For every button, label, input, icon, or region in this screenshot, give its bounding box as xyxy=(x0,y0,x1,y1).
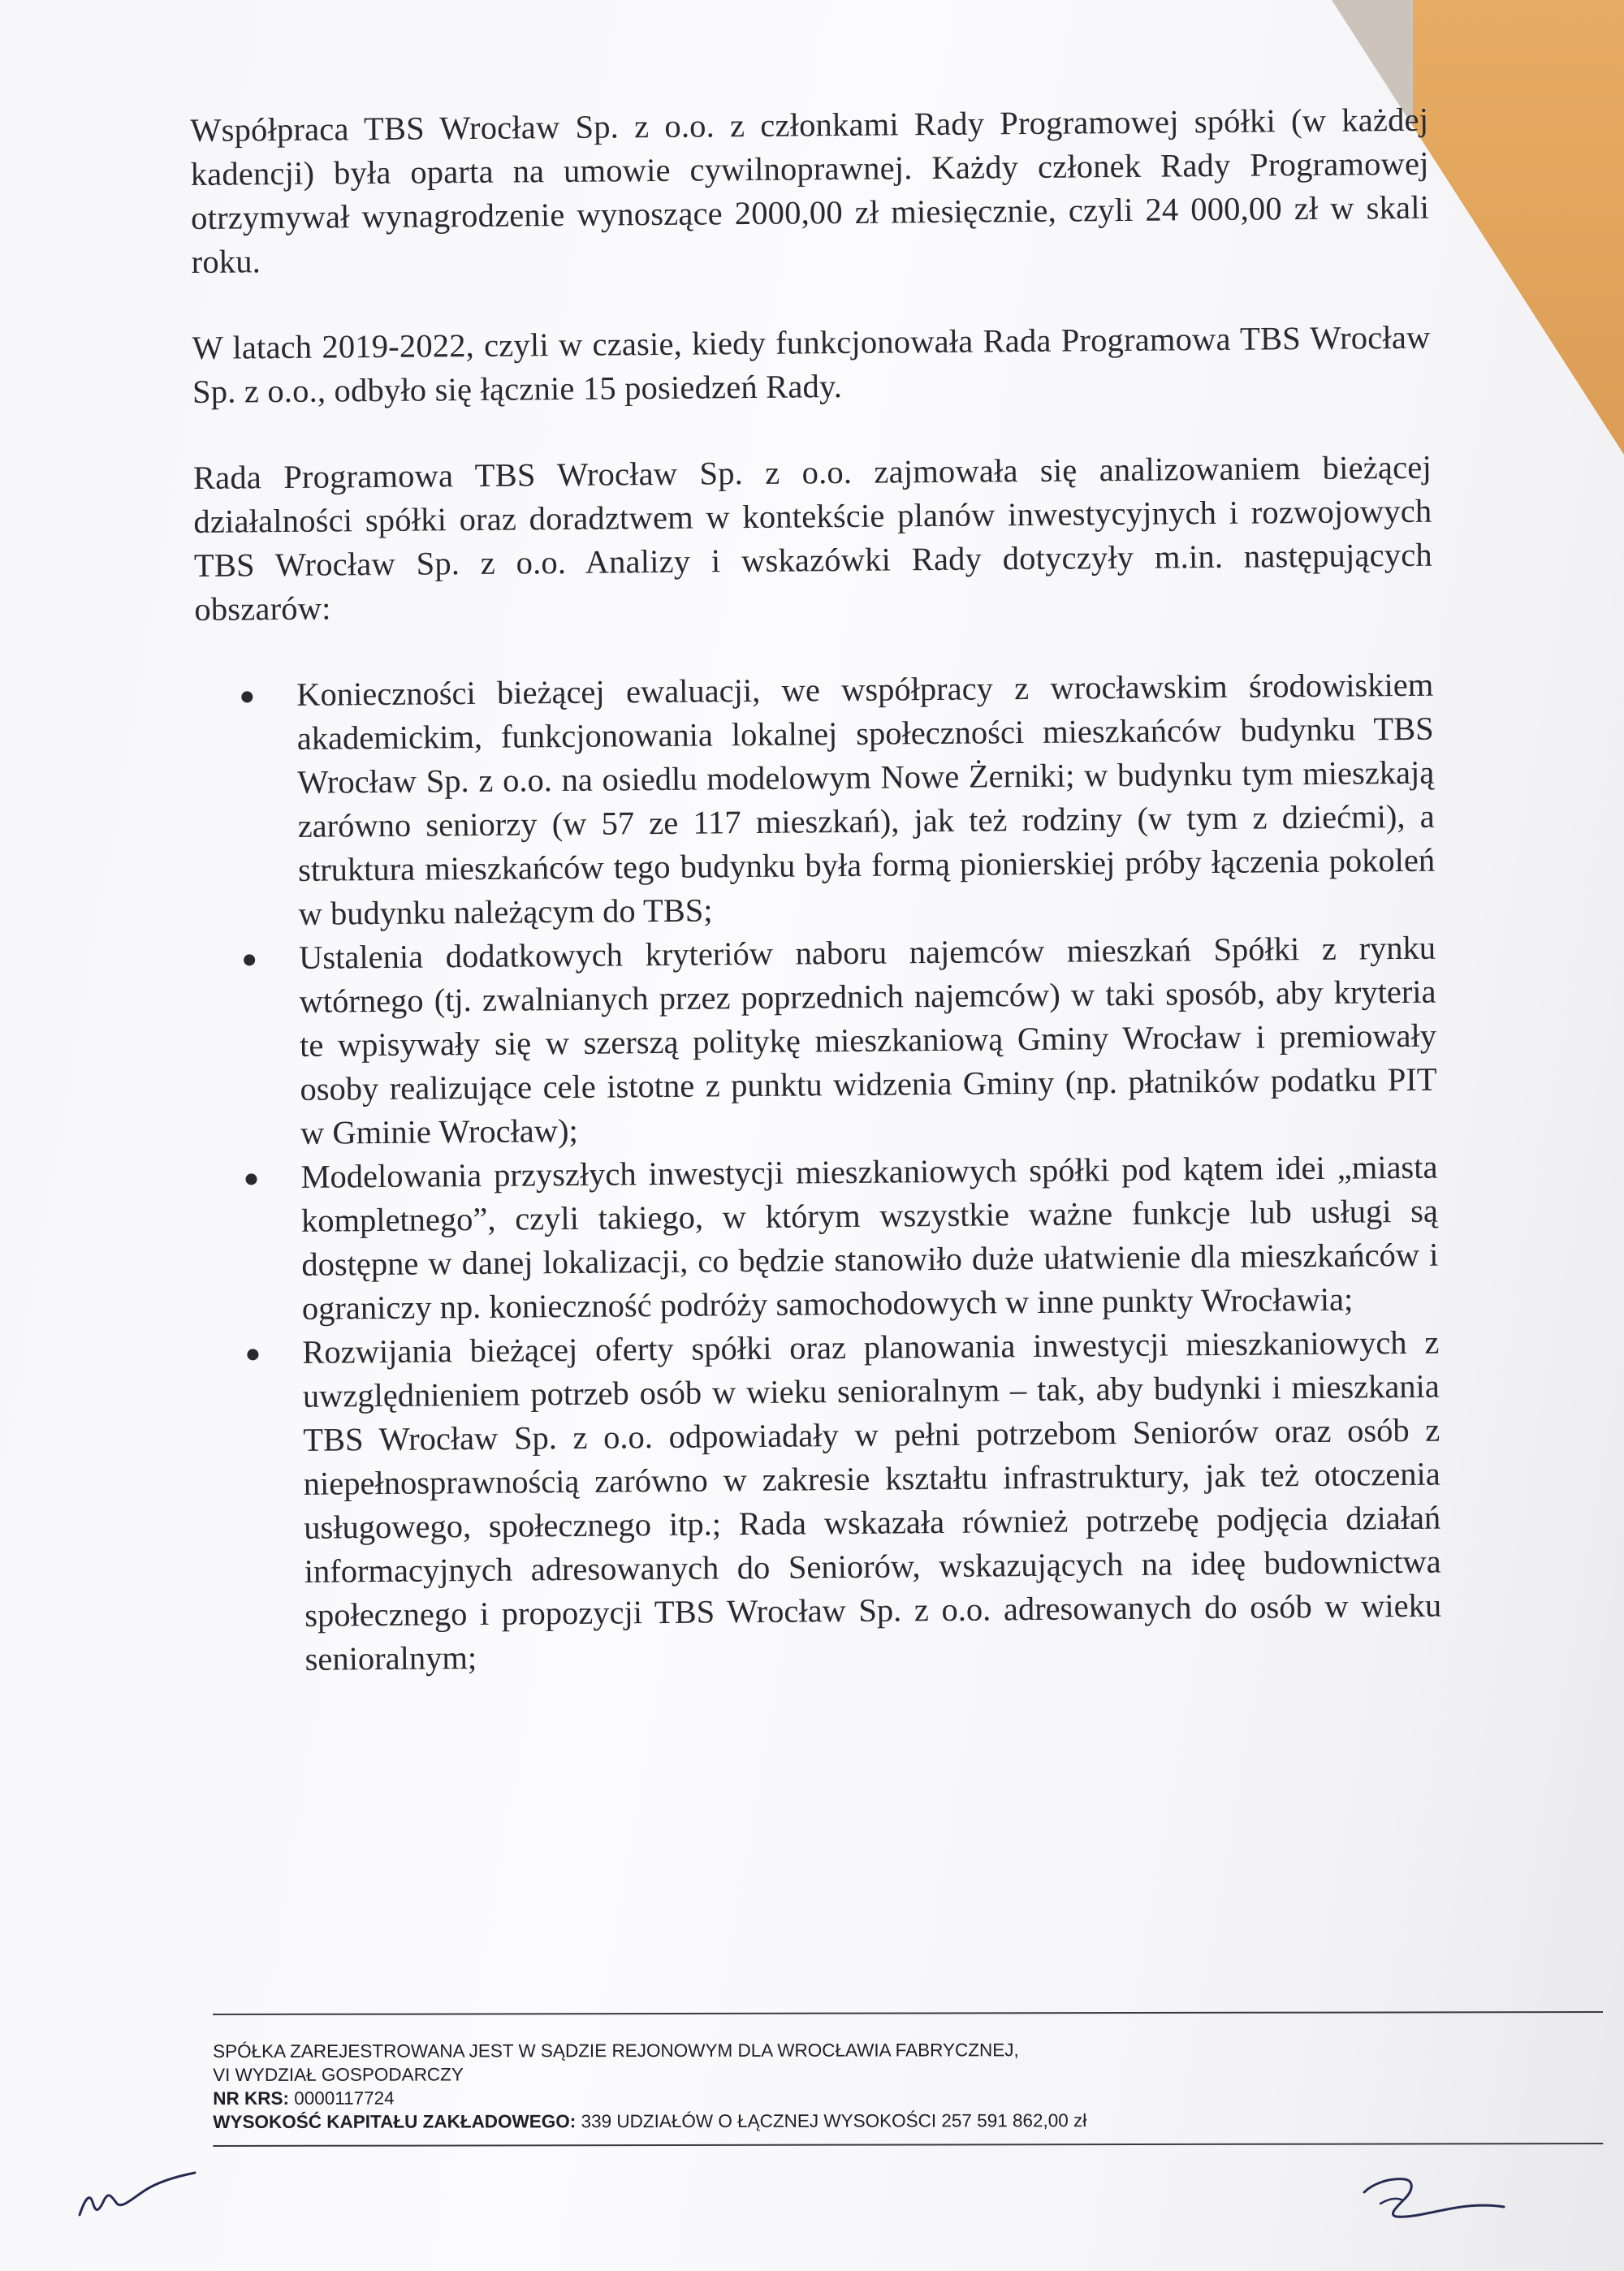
bullet-text: Modelowania przyszłych inwestycji mieszkaniowych spółki pod kątem idei „miasta kompletnego”, czyli takiego, w którym wszystkie ważne funkcje lub usługi są dostępne w danej lokalizacji, co będzie stanowiło duże ułatwienie dla mieszkańców i ograniczy np. konieczność podróży samochodowych w inne punkty Wrocławia; xyxy=(300,1148,1439,1327)
bullet-item xyxy=(296,663,1436,936)
initials-signature-left xyxy=(73,2168,203,2225)
bullet-dot-icon xyxy=(244,954,255,965)
footer-capital-value: 339 UDZIAŁÓW O ŁĄCZNEJ WYSOKOŚCI 257 591 862,00 zł xyxy=(581,2110,1087,2132)
bullet-dot-icon xyxy=(241,691,253,702)
paragraph-2: W latach 2019-2022, czyli w czasie, kiedy funkcjonowała Rada Programowa TBS Wrocław Sp. z o.o., odbyło się łącznie 15 posiedzeń Rady. xyxy=(192,318,1431,410)
footer-capital-label: WYSOKOŚĆ KAPITAŁU ZAKŁADOWEGO: xyxy=(213,2111,577,2132)
bullet-item xyxy=(300,1146,1439,1331)
bullet-dot-icon xyxy=(247,1349,258,1360)
bullet-list xyxy=(195,663,1442,1682)
paragraph-1: Współpraca TBS Wrocław Sp. z o.o. z członkami Rady Programowej spółki (w każdej kadencji) była oparta na umowie cywilnoprawnej. Każdy członek Rady Programowej otrzymywał wynagrodzenie wynoszące 2000,00 zł miesięcznie, czyli 24 000,00 zł w skali roku. xyxy=(190,101,1430,280)
footer-department-line: VI WYDZIAŁ GOSPODARCZY xyxy=(213,2064,464,2085)
paragraph-3: Rada Programowa TBS Wrocław Sp. z o.o. zajmowała się analizowaniem bieżącej działalności spółki oraz doradztwem w kontekście planów inwestycyjnych i rozwojowych TBS Wrocław Sp. z o.o. Analizy i wskazówki Rady dotyczyły m.in. następujących obszarów: xyxy=(192,448,1433,628)
bullet-text: Konieczności bieżącej ewaluacji, we współpracy z wrocławskim środowiskiem akademickim, funkcjonowania lokalnej społeczności mieszkańców budynku TBS Wrocław Sp. z o.o. na osiedlu modelowym Nowe Żerniki; w budynku tym mieszkają zarówno seniorzy (w 57 ze 117 mieszkań), jak też rodziny (w tym z dziećmi), a struktura mieszkańców tego budynku była formą pionierskiej próby łączenia pokoleń w budynku należącym do TBS; xyxy=(296,666,1436,932)
footer-capital-line xyxy=(213,2108,1603,2134)
initials-signature-right xyxy=(1356,2160,1510,2225)
bullet-item xyxy=(302,1321,1442,1682)
bullet-dot-icon xyxy=(245,1173,257,1185)
footer-krs-label: NR KRS: xyxy=(213,2088,289,2109)
footer-registration-line: SPÓŁKA ZAREJESTROWANA JEST W SĄDZIE REJONOWYM DLA WROCŁAWIA FABRYCZNEJ, xyxy=(213,2040,1019,2062)
company-footer xyxy=(213,2011,1603,2147)
bullet-text: Rozwijania bieżącej oferty spółki oraz planowania inwestycji mieszkaniowych z uwzględnieniem potrzeb osób w wieku senioralnym – tak, aby budynki i mieszkania TBS Wrocław Sp. z o.o. odpowiadały w pełni potrzebom Seniorów oraz osób z niepełnosprawnością zarówno w zakresie kształtu infrastruktury, jak też otoczenia usługowego, społecznego itp.; Rada wskazała również potrzebę podjęcia działań informacyjnych adresowanych do Seniorów, wskazujących na ideę budownictwa społecznego i propozycji TBS Wrocław Sp. z o.o. adresowanych do osób w wieku senioralnym; xyxy=(302,1323,1442,1677)
bullet-text: Ustalenia dodatkowych kryteriów naboru najemców mieszkań Spółki z rynku wtórnego (tj. zwalnianych przez poprzednich najemców) w taki sposób, aby kryteria te wpisywały się w szerszą politykę mieszkaniową Gminy Wrocław i premiowały osoby realizujące cele istotne z punktu widzenia Gminy (np. płatników podatku PIT w Gminie Wrocław); xyxy=(298,929,1437,1151)
document-body xyxy=(190,98,1442,1682)
footer-krs-line xyxy=(213,2084,1603,2110)
bullet-item xyxy=(299,926,1437,1155)
footer-krs-value: 0000117724 xyxy=(294,2088,395,2109)
